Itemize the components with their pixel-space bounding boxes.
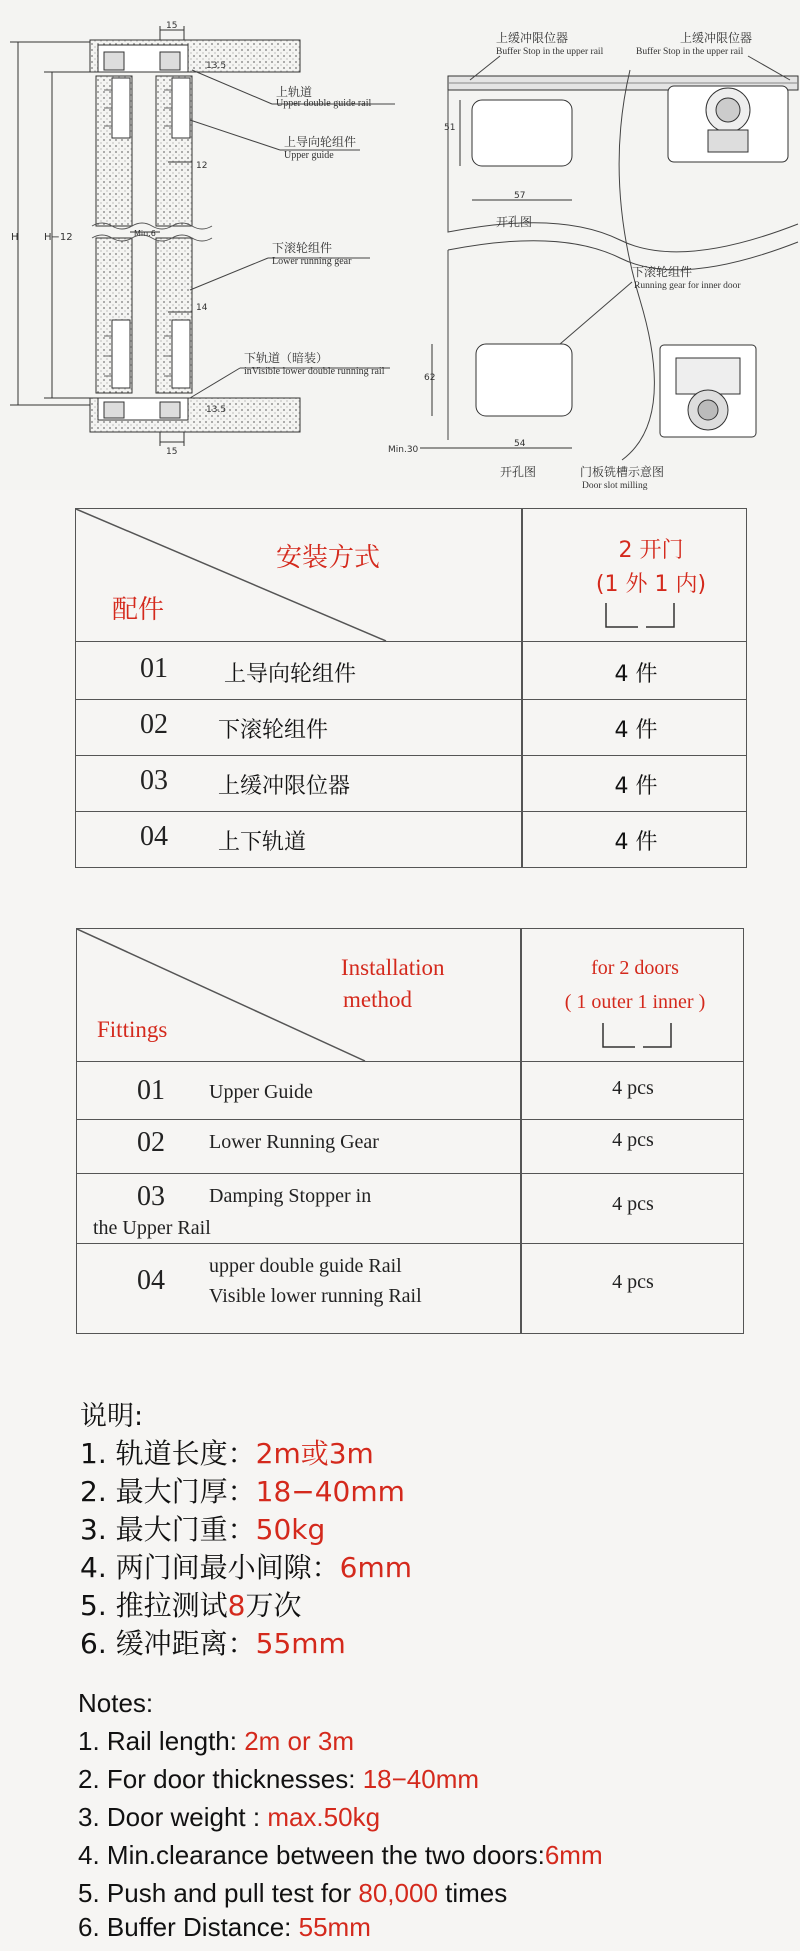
row-num: 04 [137, 1265, 165, 1296]
row-num: 01 [140, 653, 168, 684]
door-icon-cn [602, 601, 682, 631]
running-cn: 下滚轮组件 [632, 265, 693, 279]
row-name: Upper Guide [209, 1081, 313, 1103]
row-num: 03 [137, 1181, 165, 1212]
plan-view [420, 56, 798, 460]
header-install-line2-en: method [343, 987, 412, 1012]
row-num: 03 [140, 765, 168, 796]
buffer1-cn: 上缓冲限位器 [496, 31, 569, 45]
row-qty: 4 pcs [612, 1271, 654, 1293]
notes-cn-item: 4. 两门间最小间隙：6mm [80, 1551, 412, 1584]
dim-62-label: 62 [424, 373, 436, 383]
notes-en-item: 5. Push and pull test for 80,000 times [78, 1878, 508, 1908]
header-fittings-en: Fittings [97, 1017, 168, 1042]
lower-rail-cn: 下轨道（暗装） [244, 351, 329, 365]
row-num: 02 [140, 709, 168, 740]
row-name: 上下轨道 [218, 830, 307, 855]
row-num: 04 [140, 821, 168, 852]
dim-14-label: 14 [196, 303, 208, 313]
buffer2-cn: 上缓冲限位器 [680, 31, 753, 45]
dim-57-label: 57 [514, 191, 526, 201]
row-name-line2: Visible lower running Rail [209, 1285, 422, 1307]
row-name: Damping Stopper in [209, 1185, 372, 1207]
upper-rail-en: Upper double guide rail [276, 98, 372, 109]
row-num: 01 [137, 1075, 165, 1106]
header-install-line1-en: Installation [341, 955, 445, 980]
buffer2-en: Buffer Stop in the upper rail [636, 47, 744, 57]
cross-section-labels [11, 21, 385, 457]
notes-en-item: 2. For door thicknesses: 18−40mm [78, 1764, 480, 1794]
notes-en-item: 3. Door weight : max.50kg [78, 1802, 381, 1832]
row-qty: 4 件 [614, 718, 658, 743]
fittings-table-en [76, 928, 744, 1334]
notes-cn-item: 3. 最大门重：50kg [80, 1513, 326, 1546]
header-qty-line2-en: ( 1 outer 1 inner ) [564, 991, 706, 1013]
header-fittings-cn: 配件 [112, 595, 165, 625]
notes-cn-title: 说明: [80, 1401, 144, 1432]
dim-bot-label: 13.5 [206, 405, 227, 415]
header-qty-line1-en: for 2 doors [591, 957, 679, 979]
row-qty: 4 pcs [612, 1193, 654, 1215]
lower-rail-en: inVisible lower double running rail [244, 366, 385, 377]
row-qty: 4 pcs [612, 1129, 654, 1151]
row-qty: 4 pcs [612, 1077, 654, 1099]
row-name: 下滚轮组件 [218, 718, 329, 743]
dim-top2-label: 13.5 [206, 61, 227, 71]
upper-guide-cn: 上导向轮组件 [284, 135, 357, 149]
lower-gear-en: Lower running gear [272, 256, 352, 267]
row-qty: 4 件 [614, 662, 658, 687]
hole2-cn: 开孔图 [500, 465, 537, 479]
buffer1-en: Buffer Stop in the upper rail [496, 47, 604, 57]
notes-en-item: 1. Rail length: 2m or 3m [78, 1726, 355, 1756]
dim-h-label: H [11, 232, 19, 243]
notes-cn-item: 2. 最大门厚：18−40mm [80, 1475, 405, 1508]
upper-rail-cn: 上轨道 [276, 85, 313, 99]
lower-gear-cn: 下滚轮组件 [272, 241, 333, 255]
technical-drawing [0, 0, 800, 490]
row-qty: 4 件 [614, 774, 658, 799]
notes-cn-item: 6. 缓冲距离：55mm [80, 1627, 346, 1660]
notes-en-title: Notes: [78, 1688, 154, 1718]
notes-cn-item: 5. 推拉测试8万次 [80, 1589, 302, 1622]
fittings-table-cn [75, 508, 747, 868]
door-icon-en [599, 1021, 679, 1051]
slot-cn: 门板铣槽示意图 [580, 465, 665, 479]
dim-bot2-label: 15 [166, 447, 178, 457]
row-name: 上导向轮组件 [224, 662, 357, 687]
dim-h12-label: H−12 [44, 232, 73, 243]
header-qty-line1-cn: 2 开门 [618, 538, 684, 563]
dim-top-label: 15 [166, 21, 178, 31]
dim-51-label: 51 [444, 123, 456, 133]
hole1-cn: 开孔图 [496, 215, 533, 229]
header-install-method-cn: 安装方式 [276, 543, 381, 573]
header-qty-line2-cn: (1 外 1 内) [595, 572, 707, 597]
row-name: upper double guide Rail [209, 1255, 402, 1277]
dim-54-label: 54 [514, 439, 526, 449]
notes-en-item: 4. Min.clearance between the two doors:6mm [78, 1840, 603, 1870]
notes-cn-item: 1. 轨道长度：2m或3m [80, 1437, 374, 1470]
row-name-line2: the Upper Rail [93, 1217, 211, 1239]
min6-label: Min.6 [134, 229, 156, 238]
running-en: Running gear for inner door [634, 281, 741, 291]
upper-guide-en: Upper guide [284, 150, 334, 161]
notes-en-item: 6. Buffer Distance: 55mm [78, 1912, 371, 1942]
min30-label: Min.30 [388, 445, 419, 455]
row-qty: 4 件 [614, 830, 658, 855]
dim-12-label: 12 [196, 161, 208, 171]
row-num: 02 [137, 1127, 165, 1158]
drawing-svg [0, 0, 800, 490]
row-name: Lower Running Gear [209, 1131, 379, 1153]
row-name: 上缓冲限位器 [218, 774, 351, 799]
slot-en: Door slot milling [582, 481, 648, 490]
